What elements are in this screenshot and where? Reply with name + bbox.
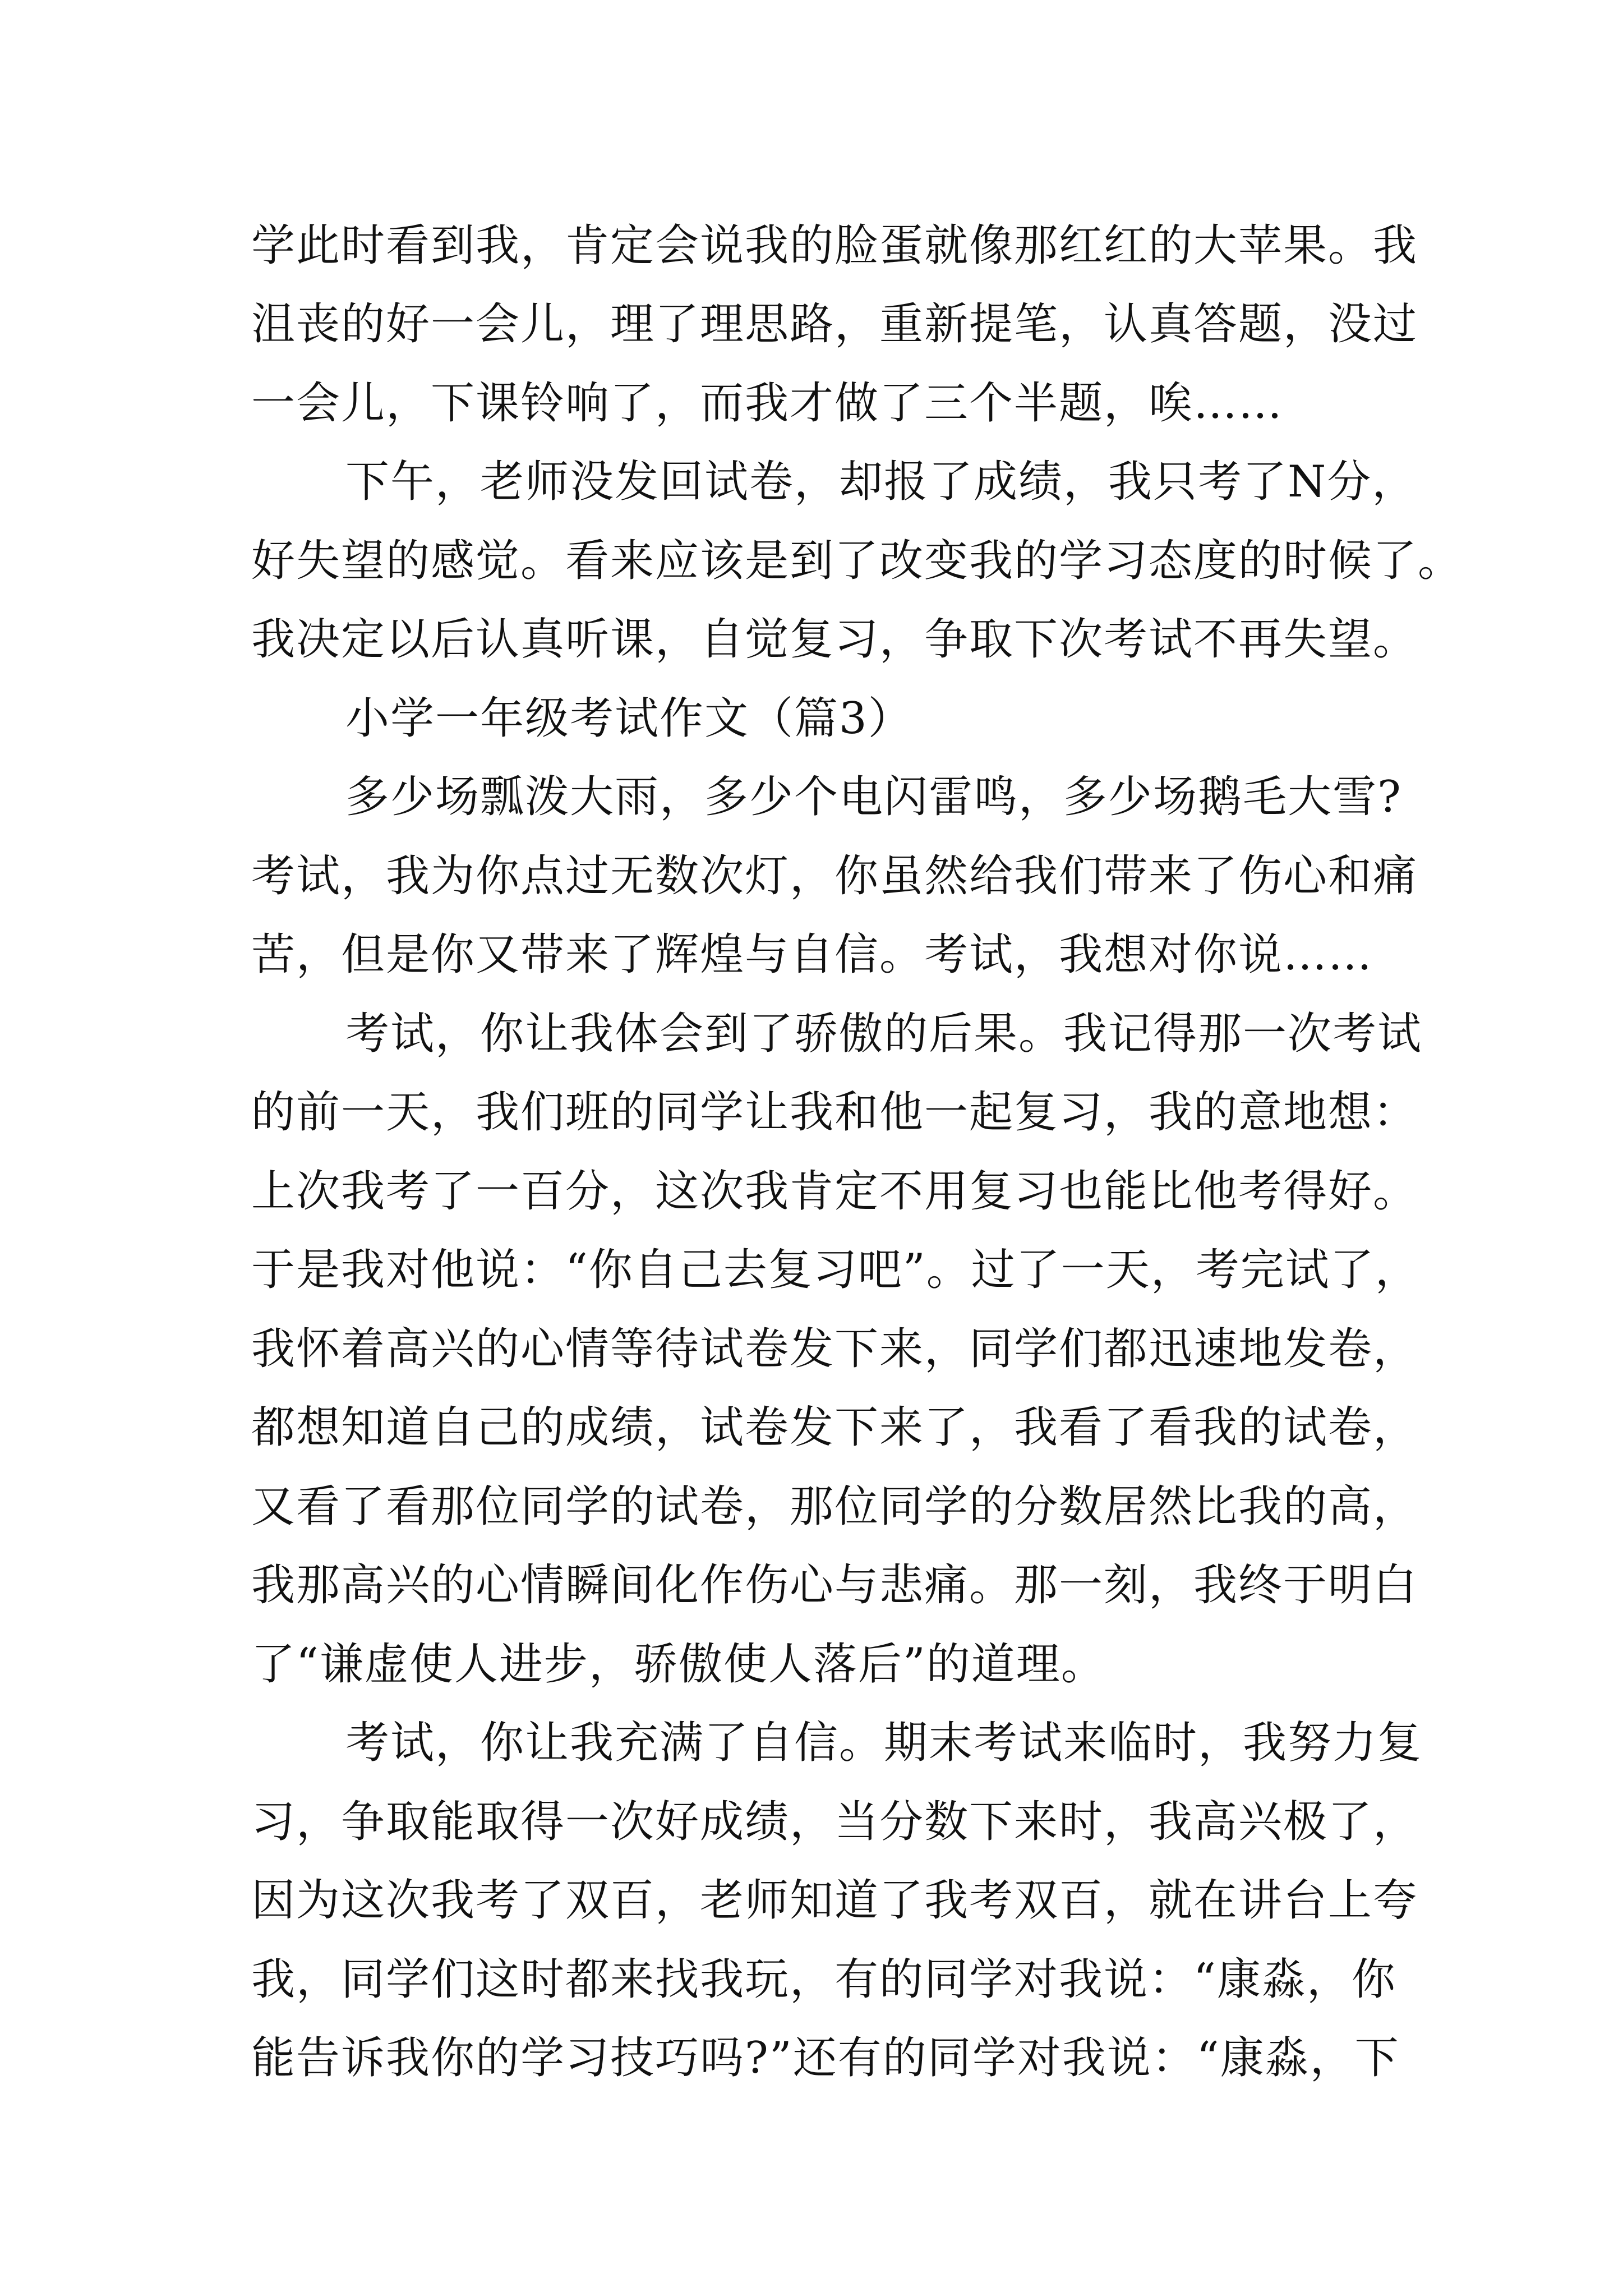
- text-line: 好失望的感觉。看来应该是到了改变我的学习态度的时候了。: [251, 536, 1463, 586]
- text-line: 学此时看到我，肯定会说我的脸蛋就像那红红的大苹果。我: [251, 220, 1418, 271]
- text-line: 于是我对他说：“你自己去复习吧”。过了一天，考完试了，: [251, 1245, 1420, 1295]
- text-line: 都想知道自己的成绩，试卷发下来了，我看了看我的试卷，: [251, 1402, 1418, 1453]
- text-line: 苦，但是你又带来了辉煌与自信。考试，我想对你说……: [251, 930, 1373, 980]
- text-line: 多少场瓢泼大雨，多少个电闪雷鸣，多少场鹅毛大雪?: [345, 772, 1402, 822]
- text-line: 习，争取能取得一次好成绩，当分数下来时，我高兴极了，: [251, 1797, 1418, 1847]
- text-line: 考试，我为你点过无数次灯，你虽然给我们带来了伤心和痛: [251, 851, 1418, 901]
- text-line: 考试，你让我充满了自信。期末考试来临时，我努力复: [345, 1718, 1423, 1768]
- text-line: 上次我考了一百分，这次我肯定不用复习也能比他考得好。: [251, 1166, 1418, 1217]
- text-line: 能告诉我你的学习技巧吗?”还有的同学对我说：“康淼，下: [251, 2033, 1400, 2083]
- text-line: 又看了看那位同学的试卷，那位同学的分数居然比我的高，: [251, 1481, 1418, 1532]
- text-line: 我怀着高兴的心情等待试卷发下来，同学们都迅速地发卷，: [251, 1324, 1418, 1374]
- text-line: 我那高兴的心情瞬间化作伤心与悲痛。那一刻，我终于明白: [251, 1560, 1418, 1611]
- text-line: 我决定以后认真听课，自觉复习，争取下次考试不再失望。: [251, 614, 1418, 665]
- section-heading: 小学一年级考试作文（篇3）: [345, 693, 913, 744]
- text-line: 沮丧的好一会儿，理了理思路，重新提笔，认真答题，没过: [251, 299, 1418, 349]
- text-line: 下午，老师没发回试卷，却报了成绩，我只考了N分，: [345, 457, 1417, 507]
- text-line: 因为这次我考了双百，老师知道了我考双百，就在讲台上夸: [251, 1875, 1418, 1926]
- text-line: 的前一天，我们班的同学让我和他一起复习，我的意地想：: [251, 1087, 1418, 1138]
- text-line: 我，同学们这时都来找我玩，有的同学对我说：“康淼，你: [251, 1954, 1396, 2005]
- text-line: 了“谦虚使人进步，骄傲使人落后”的道理。: [251, 1639, 1106, 1690]
- text-line: 考试，你让我体会到了骄傲的后果。我记得那一次考试: [345, 1009, 1423, 1059]
- text-line: 一会儿，下课铃响了，而我才做了三个半题，唉……: [251, 378, 1284, 429]
